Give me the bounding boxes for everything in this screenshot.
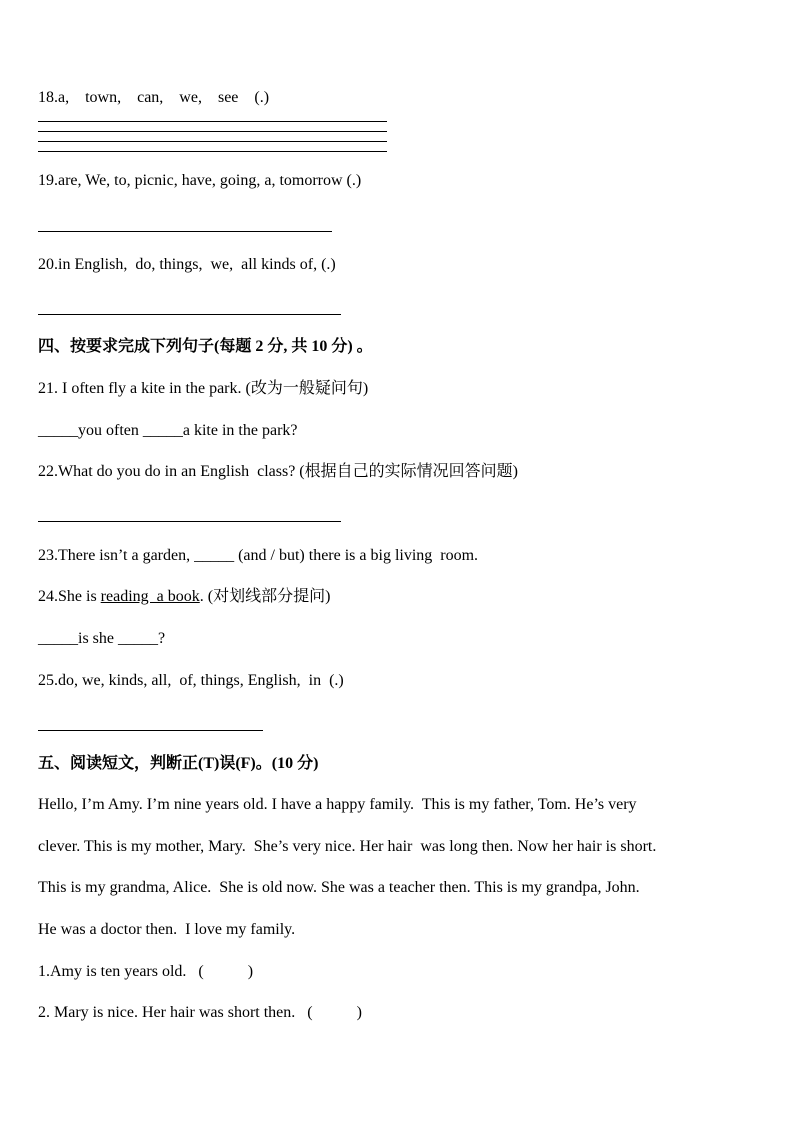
q25: 25.do, we, kinds, all, of, things, English, in (.) — [38, 672, 344, 689]
answer-line[interactable] — [38, 231, 332, 232]
q24-prefix: 24.She is — [38, 588, 101, 605]
reading-question-1[interactable]: 1.Amy is ten years old. ( ) — [38, 963, 254, 980]
q23: 23.There isn’t a garden, _____ (and / but) there is a big living room. — [38, 547, 479, 564]
passage-line: He was a doctor then. I love my family. — [38, 921, 296, 938]
q21-fill[interactable]: _____you often _____a kite in the park? — [38, 422, 298, 439]
section4-heading: 四、按要求完成下列句子(每题 2 分, 共 10 分) 。 — [38, 338, 373, 355]
q24-underlined: reading a book — [100, 588, 200, 605]
q19: 19.are, We, to, picnic, have, going, a, tomorrow (.) — [38, 172, 362, 189]
answer-line[interactable] — [38, 151, 387, 152]
q24 — [38, 587, 330, 607]
q22: 22.What do you do in an English class? (根据自己的实际情况回答问题) — [38, 463, 518, 480]
q21: 21. I often fly a kite in the park. (改为一般疑问句) — [38, 380, 369, 397]
q20: 20.in English, do, things, we, all kinds of, (.) — [38, 256, 336, 273]
reading-question-2[interactable]: 2. Mary is nice. Her hair was short then. ( ) — [38, 1004, 362, 1021]
answer-line[interactable] — [38, 131, 387, 132]
answer-line[interactable] — [38, 521, 341, 522]
passage-line: This is my grandma, Alice. She is old now. She was a teacher then. This is my grandpa, John. — [38, 879, 640, 896]
q18: 18.a, town, can, we, see (.) — [38, 89, 270, 106]
answer-line[interactable] — [38, 141, 387, 142]
answer-line[interactable] — [38, 121, 387, 122]
section5-heading: 五、阅读短文，判断正(T)误(F)。(10 分) — [38, 755, 319, 772]
passage-line: clever. This is my mother, Mary. She’s very nice. Her hair was long then. Now her hair is short. — [38, 838, 657, 855]
answer-line[interactable] — [38, 730, 263, 731]
q24-fill[interactable]: _____is she _____? — [38, 630, 166, 647]
passage-line: Hello, I’m Amy. I’m nine years old. I have a happy family. This is my father, Tom. He’s very — [38, 796, 637, 813]
answer-line[interactable] — [38, 314, 341, 315]
q24-suffix: . (对划线部分提问) — [199, 588, 331, 605]
